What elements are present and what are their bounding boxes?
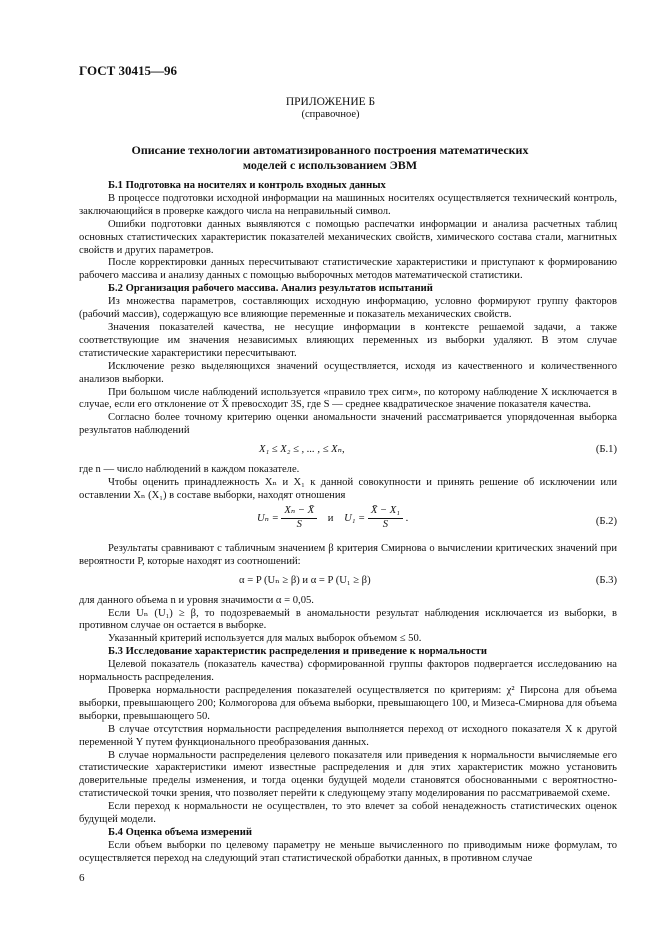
paragraph: Указанный критерий используется для малых выборок объемом ≤ 50.: [108, 633, 422, 645]
fraction: [368, 505, 403, 532]
formula-number: (Б.1): [595, 444, 617, 456]
paragraph: В случае отсутствия нормальности распределения выполняется переход от исходного показателя X к другой переменной Y путем функционального преобразования данных.: [79, 723, 617, 748]
appendix-title: ПРИЛОЖЕНИЕ Б: [285, 96, 376, 108]
denominator: S: [296, 518, 302, 530]
formula: X₁ ≤ X₂ ≤ , ... , ≤ Xₙ,: [259, 444, 345, 456]
formula: α = P (Uₙ ≥ β) и α = P (U₁ ≥ β): [239, 574, 371, 586]
standard-header: ГОСТ 30415—96: [79, 63, 178, 78]
paragraph: При большом числе наблюдений используется «правило трех сигм», по которому наблюдение X исключается в случае, если его отклонение от X̄ превосходит 3S, где S — среднее квадратическое значение показателя качества.: [79, 386, 617, 411]
paragraph: После корректировки данных пересчитывают статистические характеристики и приступают к формированию рабочего массива и анализу данных с помощью выборочных методов математической статистики.: [79, 257, 617, 282]
formula-conjunction: и: [327, 512, 334, 524]
section-heading: Б.2 Организация рабочего массива. Анализ результатов испытаний: [108, 283, 433, 295]
numerator: Xₙ − X̄: [281, 505, 317, 519]
page-number: 6: [79, 872, 85, 884]
formula-number: (Б.3): [595, 574, 617, 586]
formula-end: .: [405, 512, 409, 524]
paragraph: Проверка нормальности распределения показателей осуществляется по критериям: χ² Пирсона для объема выборки, превышающего 200; Колмогорова для объема выборки, превышающего 100, и Мизеса-Смирнова для объема выборки, превышающего 50.: [79, 685, 617, 722]
paragraph: Если Uₙ (U₁) ≥ β, то подозреваемый в аномальности результат наблюдения исключается из выборки, в противном случае он остается в выборке.: [79, 607, 617, 632]
paragraph: В случае нормальности распределения целевого показателя или приведения к нормальности вычисляемые его статистические характеристики имеют известные распределения и для этих характеристик можно установить доверительные пределы изменения, и тогда оценки будущей модели становятся обоснованными с вероятностно-статистической точки зрения, что позволяет перейти к следующему этапу моделирования по рассматриваемой схеме.: [79, 749, 617, 800]
formula-b1: [79, 438, 617, 464]
section-heading: Б.4 Оценка объема измерений: [108, 826, 252, 838]
paragraph: Значения показателей качества, не несущие информации в контексте решаемой задачи, а также соответствующие им значения независимых влияющих переменных из выборки удаляют. В этом случае статистические характеристики пересчитывают.: [79, 321, 617, 359]
formula-number: (Б.2): [595, 515, 617, 527]
paragraph: Из множества параметров, составляющих исходную информацию, условно формируют группу факторов (рабочий массив), содержащую все влияющие переменные и показатель механических свойств.: [79, 296, 617, 321]
paragraph: Результаты сравнивают с табличным значением β критерия Смирнова о вычислении критических значений при вероятности P, которые находят из соотношений:: [79, 542, 617, 567]
paragraph: где n — число наблюдений в каждом показателе.: [79, 464, 300, 476]
paragraph: Чтобы оценить принадлежность Xₙ и X₁ к данной совокупности и принять решение об исключении или оставлении Xₙ (X₁) в составе выборки, находят отношения: [79, 477, 617, 501]
section-heading: Б.1 Подготовка на носителях и контроль входных данных: [108, 180, 386, 191]
fraction: [281, 505, 317, 532]
section-heading: Б.3 Исследование характеристик распределения и приведение к нормальности: [108, 646, 487, 658]
formula-b2: [79, 503, 617, 543]
paragraph: для данного объема n и уровня значимости α = 0,05.: [79, 594, 314, 606]
paragraph: Согласно более точному критерию оценки аномальности значений рассматривается упорядоченная выборка результатов наблюдений: [79, 412, 617, 437]
numerator: X̄ − X₁: [368, 505, 403, 519]
paragraph: Если объем выборки по целевому параметру не меньше вычисленного по приводимым ниже формулам, то осуществляется переход на следующий этап статистической обработки данных, в противном случае: [79, 839, 617, 864]
paragraph: В процессе подготовки исходной информации на машинных носителях осуществляется технический контроль, заключающийся в проверке каждого числа на неправильный символ.: [79, 192, 617, 217]
formula-b3: [79, 569, 617, 595]
formula-term: U₁ =: [344, 512, 366, 524]
appendix-note: (справочное): [301, 109, 360, 120]
paragraph: Исключение резко выделяющихся значений осуществляется, исходя из качественного и количественного анализов выборки.: [79, 360, 617, 385]
paragraph: Ошибки подготовки данных выявляются с помощью распечатки информации и анализа расчетных таблиц основных статистических характеристик показателей механических свойств, химического состава стали, магнитных свойств и других параметров.: [79, 218, 617, 256]
paragraph: Целевой показатель (показатель качества) сформированной группы факторов подвергается исследованию на нормальность распределения.: [79, 659, 617, 684]
document-body: [79, 180, 617, 866]
paragraph: Если переход к нормальности не осуществлен, то это влечет за собой ненадежность статистических оценок будущей модели.: [79, 801, 617, 826]
denominator: S: [382, 518, 389, 530]
document-title: Описание технологии автоматизированного построения математических моделей с использованием ЭВМ: [131, 143, 529, 172]
formula-term: Uₙ =: [257, 512, 279, 524]
